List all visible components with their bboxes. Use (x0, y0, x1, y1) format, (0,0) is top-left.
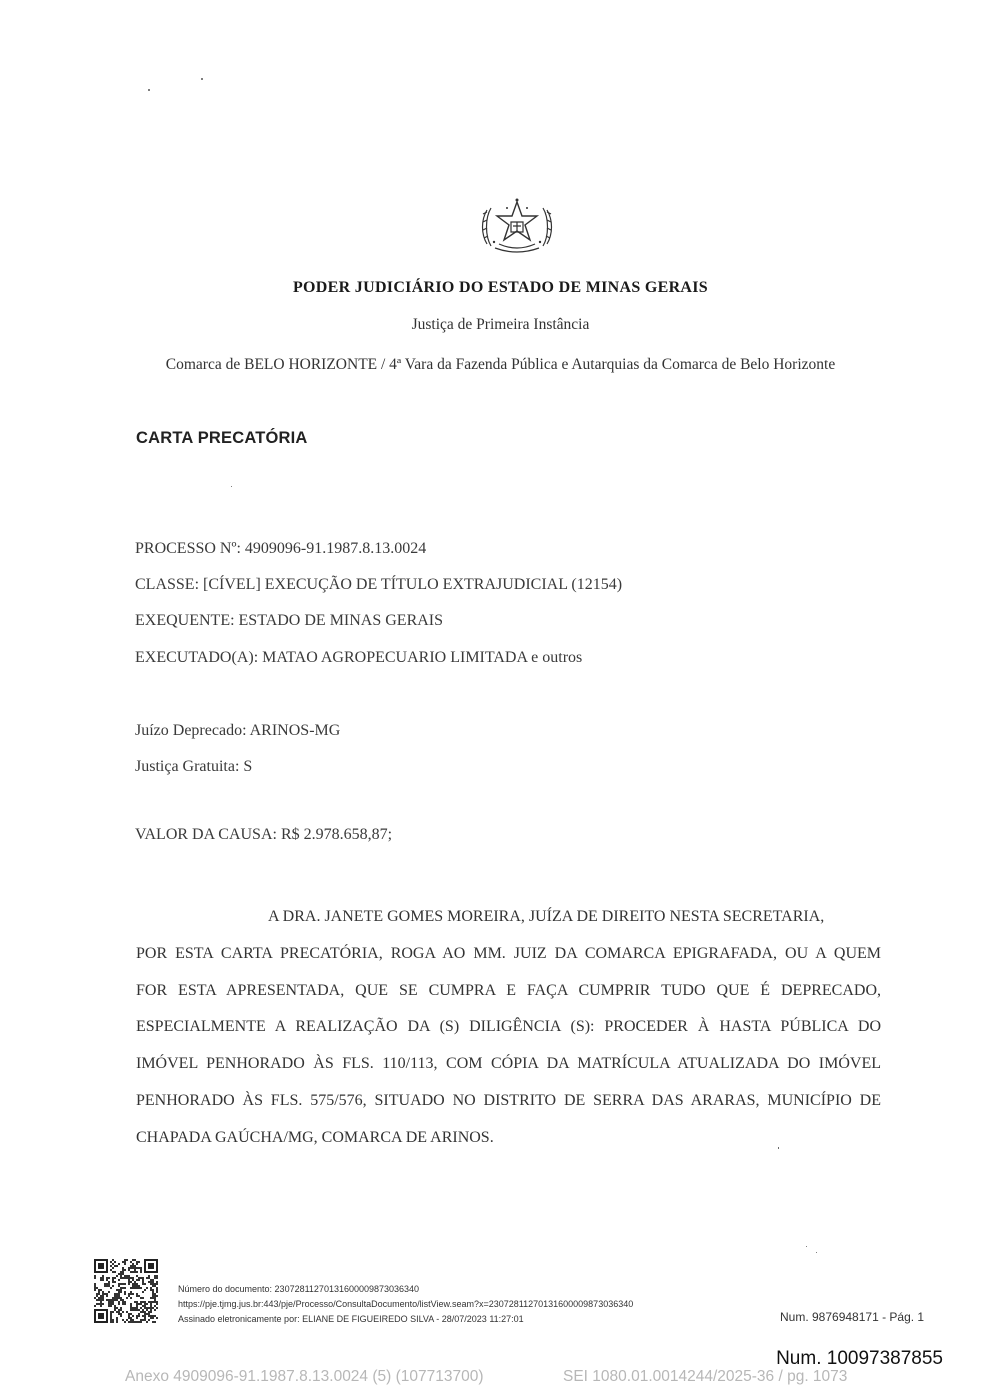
body-line: PENHORADO ÀS FLS. 575/576, SITUADO NO DISTRITO DE SERRA DAS ARARAS, MUNICÍPIO DE (136, 1092, 881, 1109)
document-num-stamp: Num. 10097387855 (776, 1348, 943, 1369)
document-number: Número do documento: 23072811270131600009873036340 (178, 1284, 420, 1294)
document-url[interactable]: https://pje.tjmg.jus.br:443/pje/Processo/ConsultaDocumento/listView.seam?x=23072811270131600009873036340 (178, 1299, 634, 1309)
document-title: CARTA PRECATÓRIA (136, 429, 308, 447)
valor-causa-field: VALOR DA CAUSA: R$ 2.978.658,87; (135, 826, 393, 843)
body-line: CHAPADA GAÚCHA/MG, COMARCA DE ARINOS. (136, 1129, 494, 1146)
body-line: ESPECIALMENTE A REALIZAÇÃO DA (S) DILIGÊNCIA (S): PROCEDER À HASTA PÚBLICA DO (136, 1018, 881, 1035)
scan-speck (231, 486, 232, 487)
body-line: A DRA. JANETE GOMES MOREIRA, JUÍZA DE DIREITO NESTA SECRETARIA, (268, 908, 825, 925)
scan-speck (148, 89, 150, 91)
body-line: POR ESTA CARTA PRECATÓRIA, ROGA AO MM. JUIZ DA COMARCA EPIGRAFADA, OU A QUEM (136, 945, 881, 962)
juizo-deprecado-field: Juízo Deprecado: ARINOS-MG (135, 722, 341, 739)
exequente-field: EXEQUENTE: ESTADO DE MINAS GERAIS (135, 612, 444, 629)
scan-speck (201, 78, 203, 80)
court-heading: PODER JUDICIÁRIO DO ESTADO DE MINAS GERAIS (292, 279, 709, 296)
body-line: IMÓVEL PENHORADO ÀS FLS. 110/113, COM CÓPIA DA MATRÍCULA ATUALIZADA DO IMÓVEL (136, 1055, 881, 1072)
scan-speck (816, 1252, 817, 1253)
annex-watermark: Anexo 4909096-91.1987.8.13.0024 (5) (107713700) (125, 1368, 484, 1385)
qr-code-icon (94, 1259, 158, 1323)
sei-watermark: SEI 1080.01.0014244/2025-36 / pg. 1073 (563, 1368, 848, 1385)
body-line: FOR ESTA APRESENTADA, QUE SE CUMPRA E FAÇA CUMPRIR TUDO QUE É DEPRECADO, (136, 982, 881, 999)
processo-field: PROCESSO Nº: 4909096-91.1987.8.13.0024 (135, 540, 427, 557)
page-number: Num. 9876948171 - Pág. 1 (780, 1310, 925, 1324)
scan-speck (778, 1147, 779, 1149)
classe-field: CLASSE: [CÍVEL] EXECUÇÃO DE TÍTULO EXTRAJUDICIAL (12154) (135, 576, 623, 593)
comarca-line: Comarca de BELO HORIZONTE / 4ª Vara da Fazenda Pública e Autarquias da Comarca de Belo Horizonte (165, 356, 836, 373)
scan-speck (806, 1246, 807, 1247)
justica-gratuita-field: Justiça Gratuita: S (135, 758, 253, 775)
instance-subtitle: Justiça de Primeira Instância (411, 316, 590, 333)
signature-line: Assinado eletronicamente por: ELIANE DE FIGUEIREDO SILVA - 28/07/2023 11:27:01 (178, 1314, 524, 1324)
executado-field: EXECUTADO(A): MATAO AGROPECUARIO LIMITADA e outros (135, 649, 583, 666)
coat-of-arms-icon (477, 196, 557, 258)
